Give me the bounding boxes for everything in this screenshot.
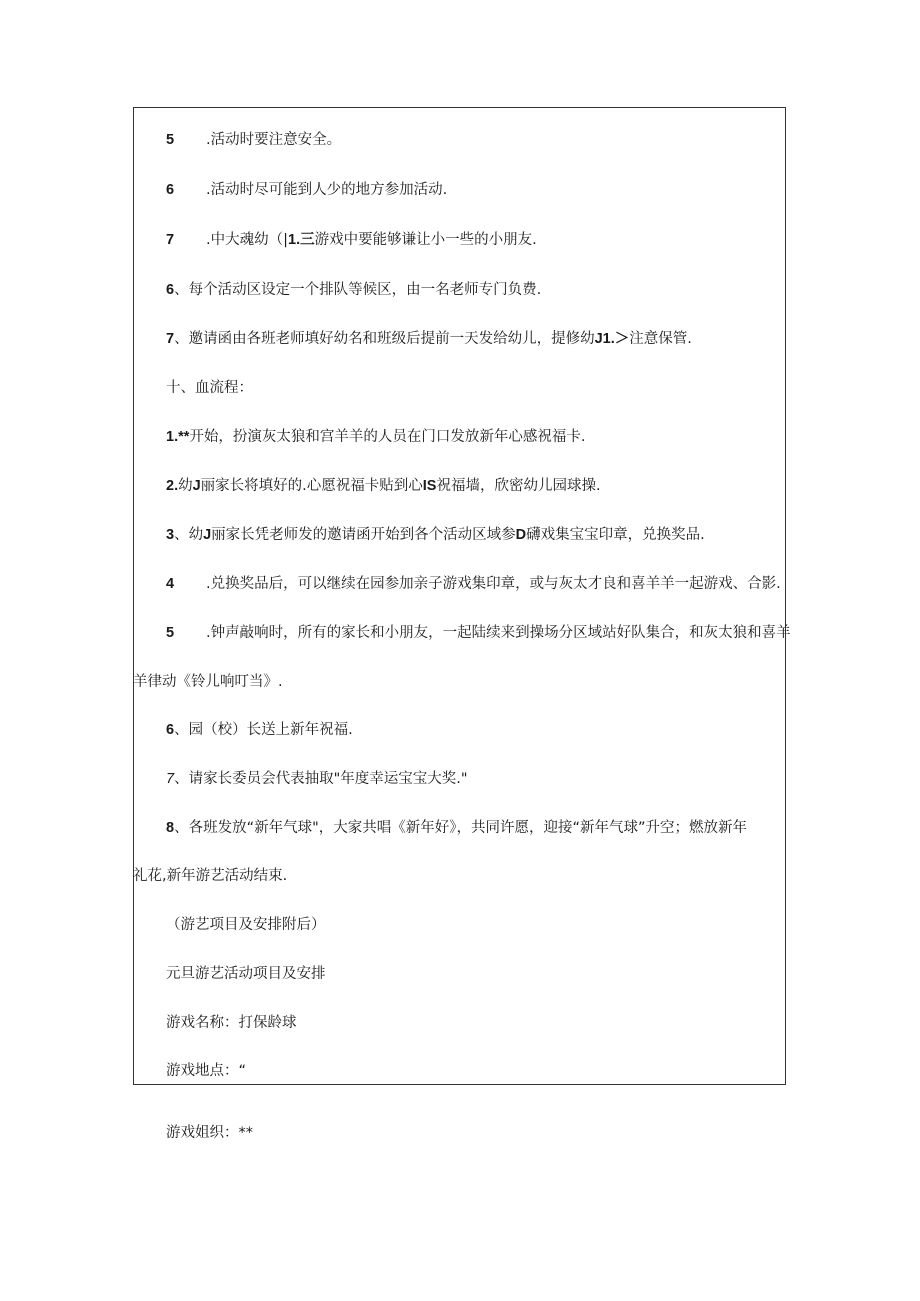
item-text-bold-2: D: [515, 527, 527, 543]
item-number: 1.**: [166, 429, 190, 445]
game-name: [166, 1013, 297, 1033]
appendix-title: [166, 964, 326, 984]
item-5-safety: [166, 130, 341, 150]
item-number: 7: [166, 232, 175, 248]
item-text-bold: J: [203, 527, 212, 543]
item-text-bold-2: IS: [422, 478, 437, 494]
game-organization-text: 游戏姐织：**: [166, 1125, 253, 1141]
flow-step-5: [166, 623, 791, 643]
page-frame: [133, 107, 786, 1085]
item-7-invitation: [166, 329, 692, 349]
item-text: .兑换奖品后，可以继续在园参加亲子游戏集印章，或与灰太才良和喜羊羊一起游戏、合影.: [206, 576, 781, 592]
flow-step-8-continued: [133, 866, 287, 886]
item-text-bold: J: [192, 478, 201, 494]
game-organization: [166, 1123, 253, 1143]
item-text-a: 、邀请函由各班老师填好幼名和班级后提前一天发给幼儿，提修幼: [174, 331, 595, 347]
item-text: 羊律动《铃儿响叮当》.: [133, 674, 283, 690]
appendix-note: [166, 915, 326, 935]
item-number: 5: [166, 132, 175, 148]
flow-step-1: [166, 427, 586, 447]
item-text: 、各班发放“新年气球"，大家共唱《新年好》，共同许愿，迎接“新年气球”升空；燃放新年: [174, 820, 748, 836]
item-number: 7: [166, 331, 175, 347]
item-text: .活动时尽可能到人少的地方参加活动.: [206, 182, 448, 198]
item-text-a: .中大魂幼（|: [206, 232, 288, 248]
item-text: 开始，扮演灰太狼和宫羊羊的人员在门口发放新年心感祝福卡.: [189, 429, 586, 445]
item-text-a: 幼: [178, 478, 193, 494]
item-text: .钟声敲响时，所有的家长和小朋友，一起陆续来到操场分区域站好队集合，和灰太狼和喜羊: [206, 625, 791, 641]
item-number: 6: [166, 282, 175, 298]
item-text-bold: J1.＞: [594, 331, 630, 347]
appendix-note-text: （游艺项目及安排附后）: [166, 917, 326, 933]
game-location-text: 游戏地点：“: [166, 1063, 247, 1079]
item-text-c: 祝福墙，欣密幼儿园球操.: [436, 478, 601, 494]
item-6-queue: [166, 280, 541, 300]
item-text-a: 、幼: [174, 527, 204, 543]
item-number: 7: [166, 771, 175, 787]
game-location: [166, 1061, 246, 1081]
item-text-b: 游戏中要能够谦让小一些的小朋友.: [314, 232, 537, 248]
item-number: 6: [166, 722, 175, 738]
item-text-b: 注意保管.: [629, 331, 692, 347]
game-name-text: 游戏名称：打保龄球: [166, 1015, 297, 1031]
item-text-b: 丽家长凭老师发的邀请函开始到各个活动区域参: [211, 527, 516, 543]
item-7-sharing: [166, 230, 537, 250]
item-number: 5: [166, 625, 175, 641]
item-number: 2.: [166, 478, 179, 494]
flow-step-8: [166, 818, 747, 838]
section-heading-flow: [166, 378, 253, 398]
item-text: 、每个活动区设定一个排队等候区，由一名老师专门负费.: [174, 282, 542, 298]
item-number: 3: [166, 527, 175, 543]
item-text-b: 丽家长将填好的.心愿祝福卡贴到心: [200, 478, 423, 494]
appendix-title-text: 元旦游艺活动项目及安排: [166, 966, 326, 982]
item-number: 8: [166, 820, 175, 836]
flow-step-7: [166, 769, 468, 789]
section-heading-text: 十、血流程：: [166, 380, 253, 396]
flow-step-2: [166, 476, 601, 496]
item-text-c: 礴戏集宝宝印章，兑换奖品.: [526, 527, 705, 543]
item-text: .活动时要注意安全。: [206, 132, 342, 148]
item-text: 、园（校）长送上新年祝福.: [174, 722, 353, 738]
item-text: 、请家长委员会代表抽取"年度幸运宝宝大奖.": [174, 771, 468, 787]
item-text: 礼花,新年游艺活动结束.: [133, 868, 288, 884]
flow-step-6: [166, 720, 353, 740]
item-number: 6: [166, 182, 175, 198]
item-text-bold: 1.三: [288, 232, 315, 248]
flow-step-3: [166, 525, 705, 545]
item-6-location: [166, 180, 447, 200]
item-number: 4: [166, 576, 175, 592]
flow-step-4: [166, 574, 781, 594]
flow-step-5-continued: [133, 672, 283, 692]
